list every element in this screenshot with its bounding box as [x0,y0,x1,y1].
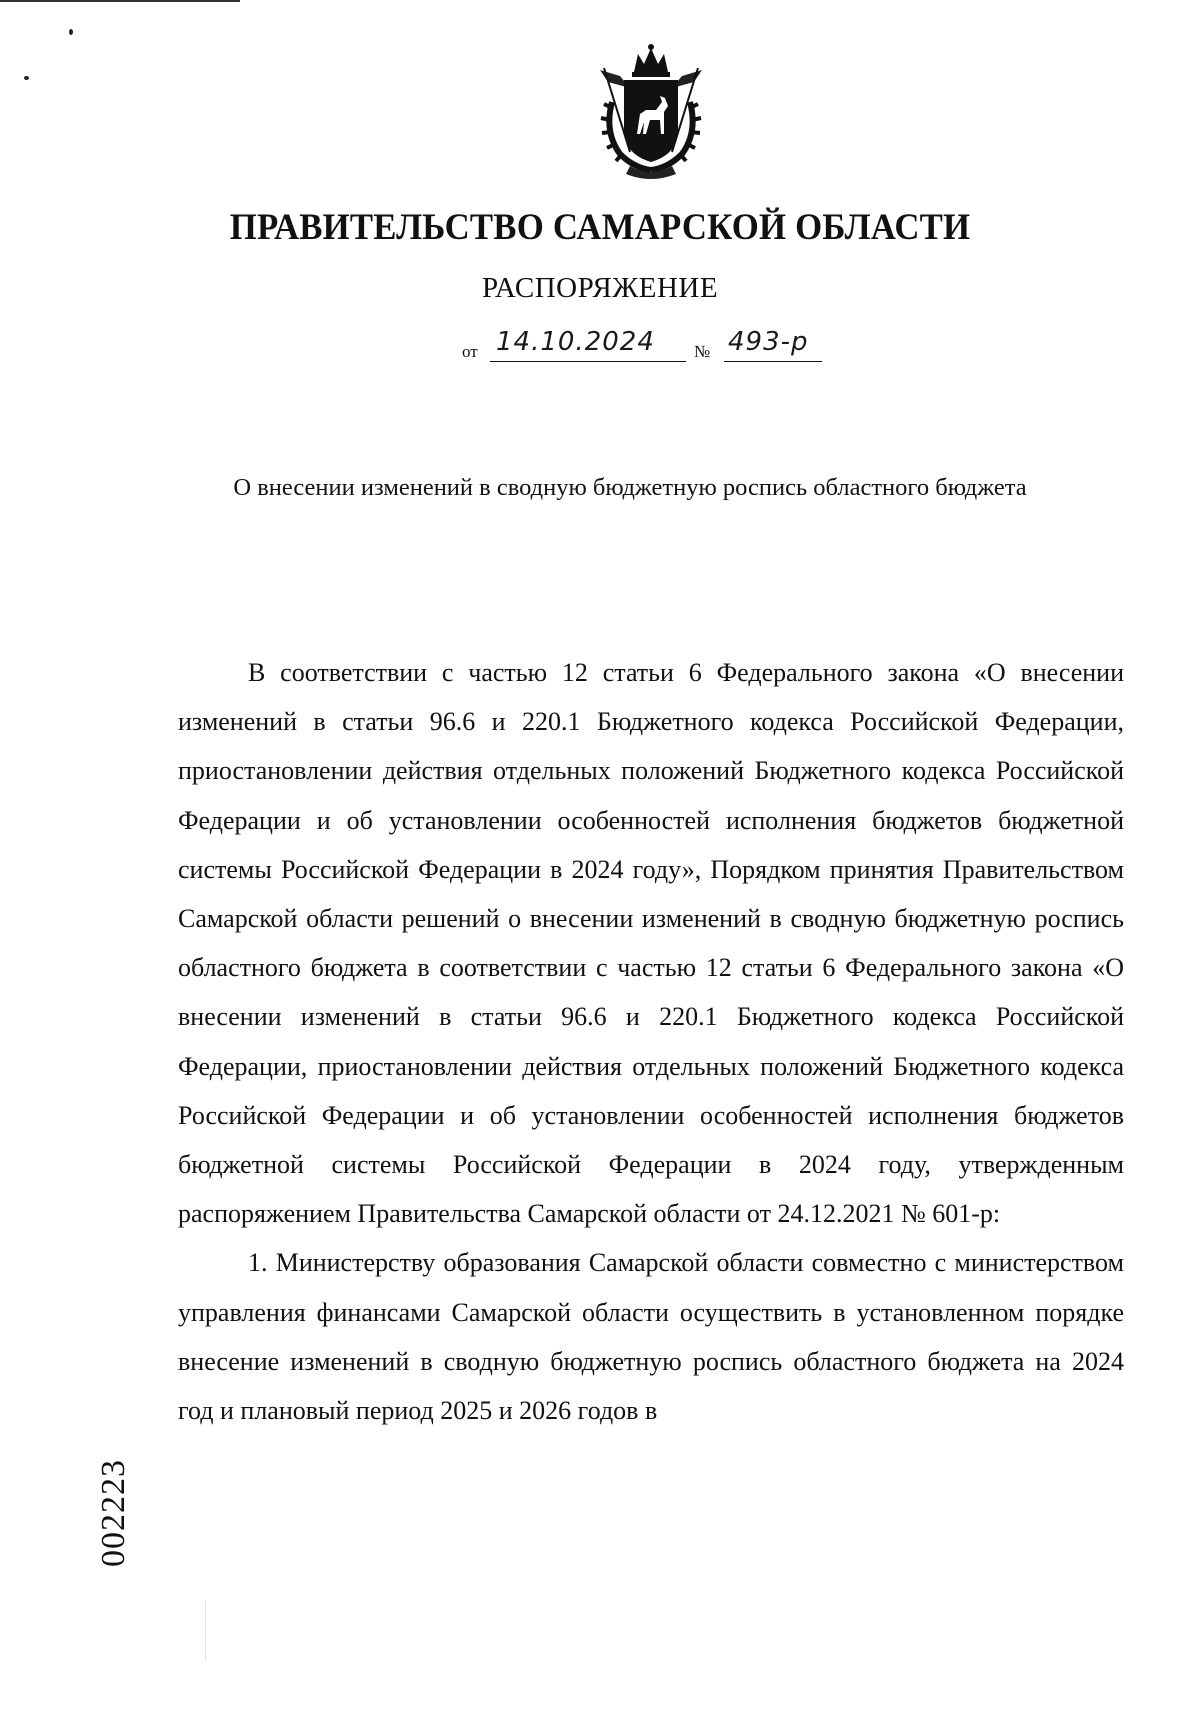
number-prefix-label: № [694,342,711,361]
coat-of-arms-icon [590,42,712,180]
item-1-paragraph: 1. Министерству образования Самарской области совместно с министерством управления финансами Самарской области осуществить в установленном порядке внесение изменений в сводную бюджетную роспись областного бюджета на 2024 год и плановый период 2025 и 2026 годов в [178,1248,1124,1426]
scan-speck [69,29,73,35]
date-prefix-label: от [462,342,478,361]
preamble-paragraph: В соответствии с частью 12 статьи 6 Федерального закона «О внесении изменений в статьи 96.6 и 220.1 Бюджетного кодекса Российской Федерации, приостановлении действия отдельных положений Бюджетного кодекса Российской Федерации и об установлении особенностей исполнения бюджетов бюджетной системы Российской Федерации в 2024 году», Порядком принятия Правительством Самарской области решений о внесении изменений в сводную бюджетную роспись областного бюджета в соответствии с частью 12 статьи 6 Федерального закона «О внесении изменений в статьи 96.6 и 220.1 Бюджетного кодекса Российской Федерации, приостановлении действия отдельных положений Бюджетного кодекса Российской Федерации и об установлении особенностей исполнения бюджетов бюджетной системы Российской Федерации в 2024 году, утвержденным распоряжением Правительства Самарской области от 24.12.2021 № 601-р: [178,658,1124,1229]
document-body [178,648,1124,1435]
document-type-title: РАСПОРЯЖЕНИЕ [481,272,719,304]
document-subject: О внесении изменений в сводную бюджетную роспись областного бюджета [233,474,1027,501]
date-number-line [462,327,862,370]
number-field [724,327,822,362]
date-value-handwritten: 14.10.2024 [496,327,655,357]
number-value-handwritten: 493-р [728,327,809,357]
scan-edge-line [0,0,240,2]
scan-speck [24,76,29,80]
date-field [490,327,686,362]
scan-artifact-line [205,1600,206,1660]
margin-serial-number: 002223 [95,1459,132,1567]
organization-title: ПРАВИТЕЛЬСТВО САМАРСКОЙ ОБЛАСТИ [229,207,971,248]
